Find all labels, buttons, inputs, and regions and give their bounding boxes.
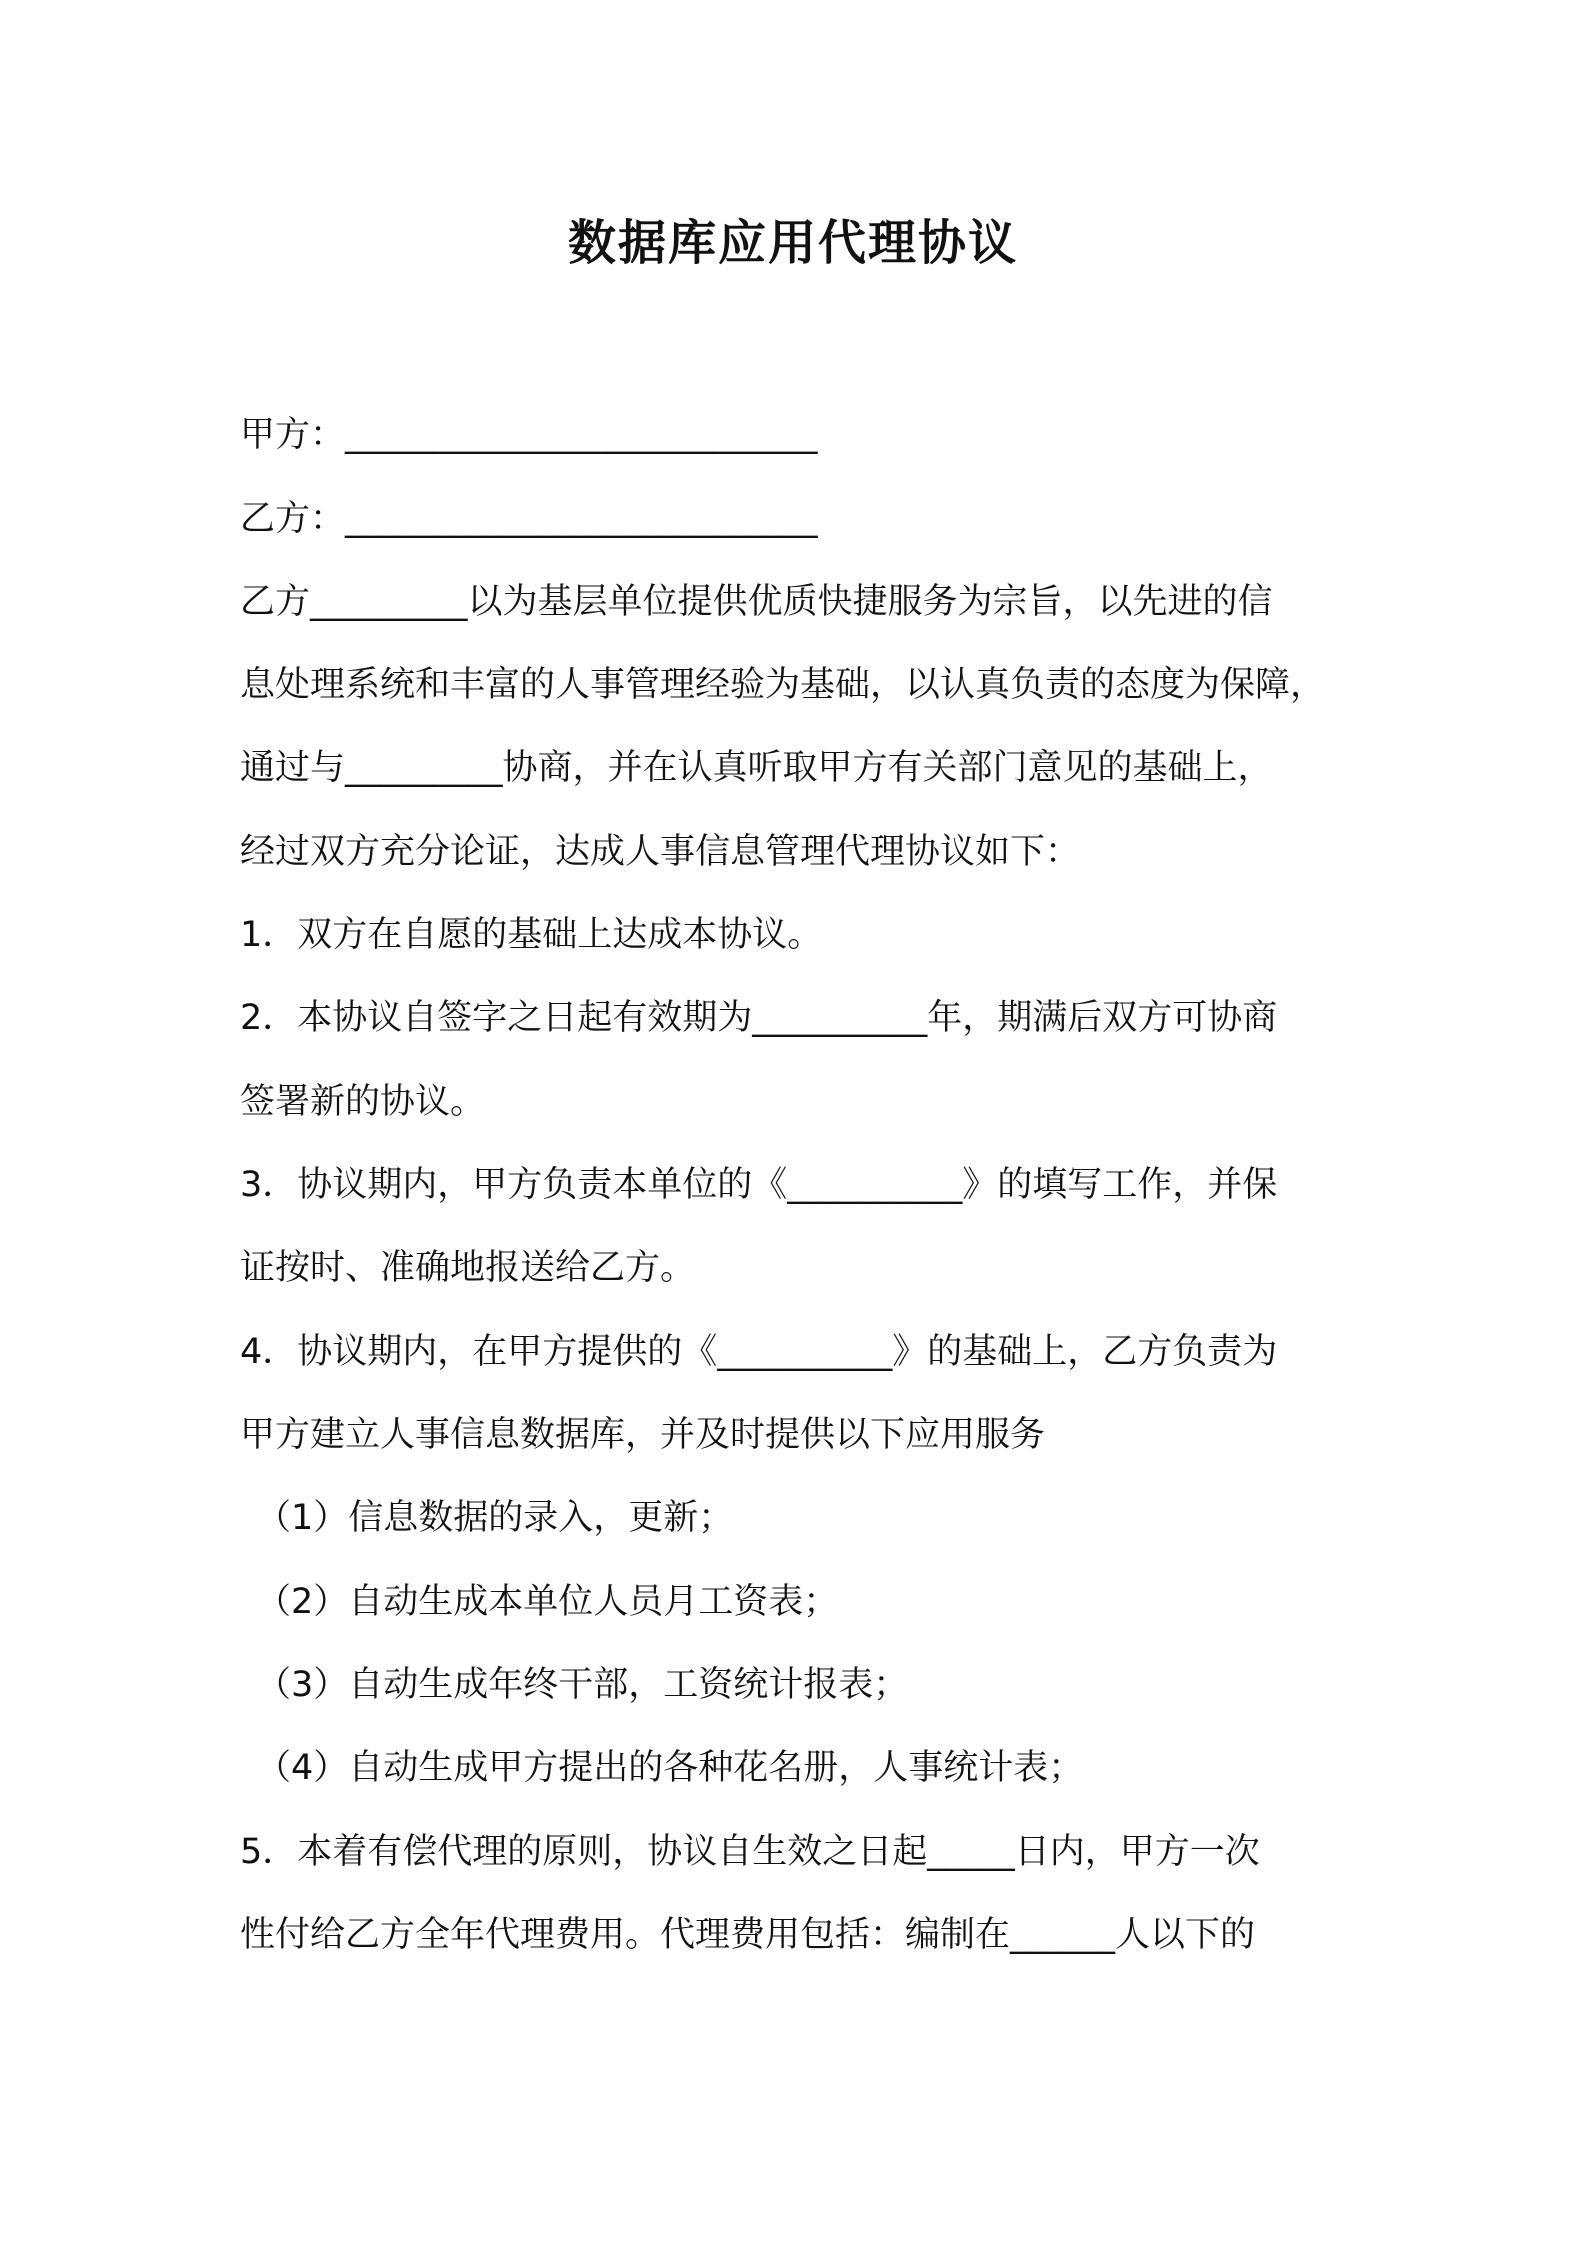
clause-4-line: 4．协议期内，在甲方提供的《__________》的基础上，乙方负责为 [240,1332,1278,1372]
clause-4-line: 甲方建立人事信息数据库，并及时提供以下应用服务 [240,1415,1046,1455]
paragraph-line: 通过与_________协商，并在认真听取甲方有关部门意见的基础上， [240,748,1273,788]
clause-2-line: 2．本协议自签字之日起有效期为__________年，期满后双方可协商 [240,998,1278,1038]
clause-3-line: 3．协议期内，甲方负责本单位的《__________》的填写工作，并保 [240,1165,1278,1205]
clause-1-line: 1．双方在自愿的基础上达成本协议。 [240,915,823,955]
clause-5-line: 5．本着有偿代理的原则，协议自生效之日起_____日内，甲方一次 [240,1832,1260,1872]
clause-5-line: 性付给乙方全年代理费用。代理费用包括：编制在______人以下的 [240,1915,1256,1955]
clause-3-line: 证按时、准确地报送给乙方。 [240,1248,696,1288]
paragraph-line: 息处理系统和丰富的人事管理经验为基础，以认真负责的态度为保障， [240,665,1326,705]
paragraph-line: 乙方_________以为基层单位提供优质快捷服务为宗旨，以先进的信 [240,582,1273,622]
document-title: 数据库应用代理协议 [567,215,1018,271]
party-a-line: 甲方：___________________________ [240,415,818,455]
service-item-2: （2）自动生成本单位人员月工资表； [256,1582,839,1622]
service-item-4: （4）自动生成甲方提出的各种花名册，人事统计表； [256,1748,1084,1788]
paragraph-line: 经过双方充分论证，达成人事信息管理代理协议如下： [240,832,1081,872]
clause-2-line: 签署新的协议。 [240,1082,486,1122]
service-item-3: （3）自动生成年终干部，工资统计报表； [256,1665,909,1705]
party-b-line: 乙方：___________________________ [240,499,818,539]
service-item-1: （1）信息数据的录入，更新； [256,1498,734,1538]
